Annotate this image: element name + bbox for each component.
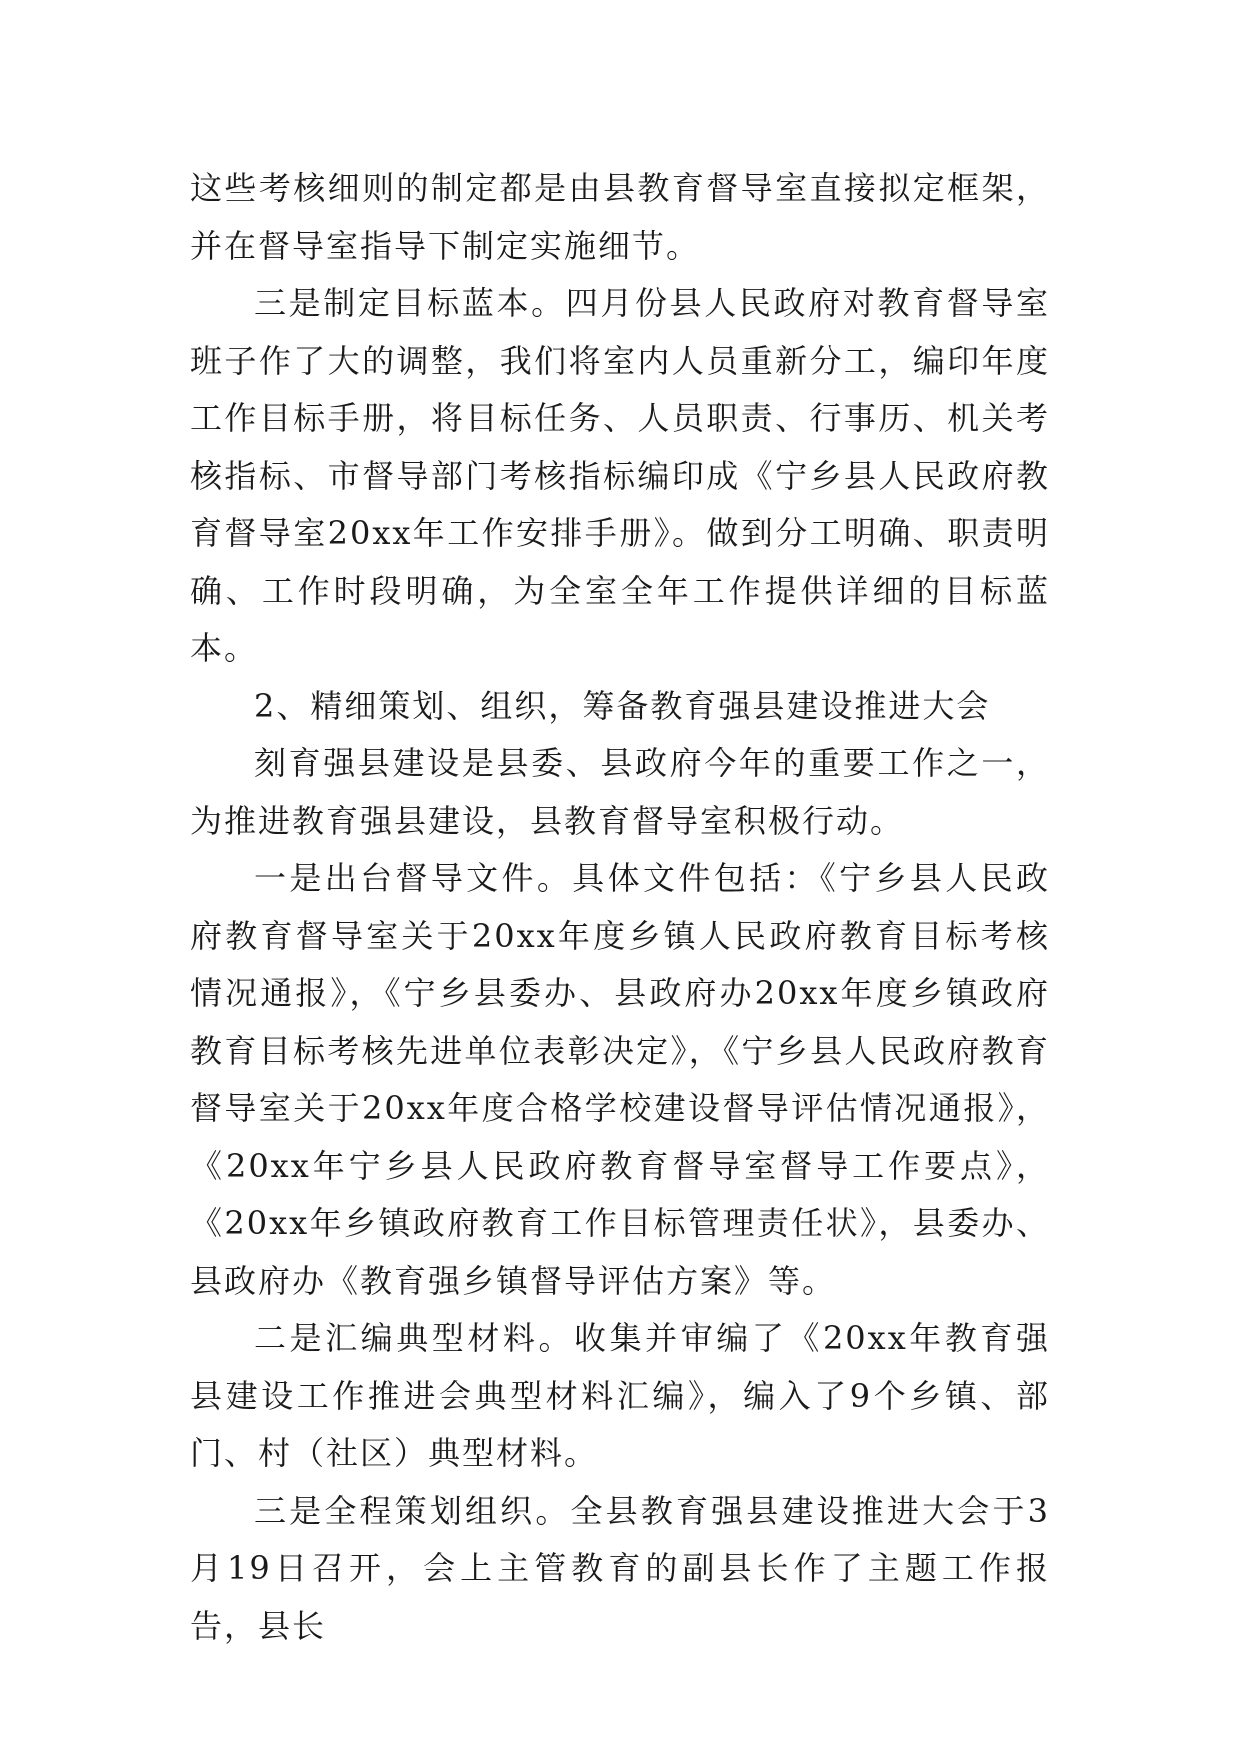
paragraph-5: 二是汇编典型材料。收集并审编了《20xx年教育强县建设工作推进会典型材料汇编》，编入了9个乡镇、部门、村（社区）典型材料。: [190, 1319, 1050, 1472]
paragraph-2: 三是制定目标蓝本。四月份县人民政府对教育督导室班子作了大的调整，我们将室内人员重新分工，编印年度工作目标手册，将目标任务、人员职责、行事历、机关考核指标、市督导部门考核指标编印成《宁乡县人民政府教育督导室20xx年工作安排手册》。做到分工明确、职责明确、工作时段明确，为全室全年工作提供详细的目标蓝本。: [190, 284, 1050, 667]
document-body: [190, 160, 1050, 1655]
paragraph-3: 刻育强县建设是县委、县政府今年的重要工作之一，为推进教育强县建设，县教育督导室积极行动。: [190, 744, 1050, 840]
paragraph-4: 一是出台督导文件。具体文件包括：《宁乡县人民政府教育督导室关于20xx年度乡镇人民政府教育目标考核情况通报》，《宁乡县委办、县政府办20xx年度乡镇政府教育目标考核先进单位表彰决定》，《宁乡县人民政府教育督导室关于20xx年度合格学校建设督导评估情况通报》，《20xx年宁乡县人民政府教育督导室督导工作要点》，《20xx年乡镇政府教育工作目标管理责任状》，县委办、县政府办《教育强乡镇督导评估方案》等。: [190, 859, 1050, 1300]
section-heading: 2、精细策划、组织，筹备教育强县建设推进大会: [254, 686, 991, 725]
paragraph-1: 这些考核细则的制定都是由县教育督导室直接拟定框架，并在督导室指导下制定实施细节。: [190, 169, 1050, 265]
paragraph-6: 三是全程策划组织。全县教育强县建设推进大会于3月19日召开，会上主管教育的副县长作了主题工作报告，县长: [190, 1491, 1050, 1645]
